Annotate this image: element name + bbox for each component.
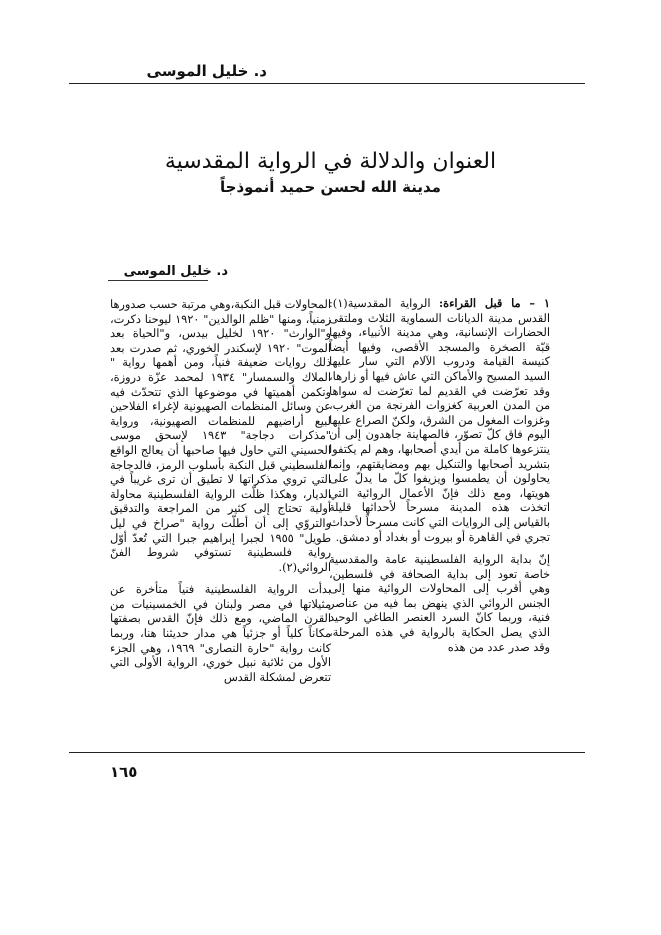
header-rule	[69, 83, 585, 84]
left-paragraph-2: بدأت الرواية الفلسطينية فنياً متأخرة عن مثيلاتها في مصر ولبنان في الخمسينيات من القرن الماضي، ومع ذلك فإنّ القدس بصفتها مكاناً كلياً أو جزئياً هي مدار حديثنا هنا، وربما كانت رواية "حارة النصارى" ١٩٦٩، وهي الجزء الأول من ثلاثية نبيل خوري، الرواية الأولى التي تتعرض لمشكلة القدس	[110, 583, 332, 684]
article-subtitle: مدينة الله لحسن حميد أنموذجاً	[220, 178, 441, 196]
running-header-author: د. خليل الموسى	[146, 62, 267, 80]
author-underline	[108, 280, 208, 281]
right-paragraph-1-text: الرواية المقدسية(١): القدس مدينة الديانات السماوية الثلاث وملتقى الحضارات الإنسانية، وهي مدينة الأنبياء، وفيها قبّة الصخرة والمسجد الأقصى، وفيها أيضاً كنيسة القيامة ودروب الآلام التي سار عليها السيد المسيح والأماكن التي عاش فيها أو زارها، وقد تعرّضت في القديم لما تعرّضت له سواها من المدن العربية كغزوات الفرنجة من الغرب، وغزوات المغول من الشرق، ولكنّ الصراع عليها اليوم فاق كلّ تصوّر، فالصهاينة جاهدون إلى أن ينتزعوها كاملة من أيدي أصحابها، وهم لم يكتفوا بتشريد أصحابها والتنكيل بهم ومضايقتهم، وإنما يحاولون أن يطمسوا ويزيفوا كلّ ما يدلّ على هويتها، ومع ذلك فإنّ الأعمال الروائية التي اتخذت هذه المدينة مسرحاً لأحداثها قليلة بالقياس إلى الروايات التي كانت مسرحاً لأحداث تجري في القاهرة أو بيروت أو بغداد أو دمشق.	[329, 297, 550, 544]
page-number: ١٦٥	[110, 763, 138, 781]
article-title: العنوان والدلالة في الرواية المقدسية	[164, 149, 497, 174]
section-heading: ١ – ما قبل القراءة:	[439, 296, 550, 310]
right-paragraph-1	[329, 296, 550, 545]
article-author: د. خليل الموسى	[123, 264, 228, 279]
right-paragraph-2: إنّ بداية الرواية الفلسطينية عامة والمقدسية خاصة تعود إلى بداية الصحافة في فلسطين، وهي أقرب إلى المحاولات الروائية منها إلى الجنس الروائي الذي ينهض بما فيه من عناصر فنية، وربما كانّ السرد العنصر الطاغي الوحيد الذي يصل الحكاية بالرواية في هذه المرحلة، وقد صدر عدد من هذه	[329, 553, 550, 654]
left-column	[110, 298, 331, 685]
right-column	[329, 296, 550, 655]
footer-rule	[69, 752, 585, 753]
left-paragraph-1: المحاولات قبل النكبة،وهي مرتبة حسب صدورها زمنياً، ومنها "ظلم الوالدين" ١٩٢٠ ليوحنا دكرت، و"الوارث" ١٩٢٠ لخليل بيدس، و"الحياة بعد الموت" ١٩٢٠ لإسكندر الخوري، ثم صدرت بعد ذلك روايات ضعيفة فنياً، ومن أهمها رواية " الملاك والسمسار" ١٩٣٤ لمحمد عزّة دروزة، وتكمن أهميتها في موضوعها الذي تتحدّث فيه عن وسائل المنظمات الصهيونية لإغراء الفلاحين لبيع أراضيهم للمنظمات الصهيونية، ورواية "مذكرات دجاجة" ١٩٤٣ لإسحق موسى الحسيني التي حاول فيها صاحبها أن يعالج الواقع الفلسطيني قبل النكبة بأسلوب الرمز، فالدجاجة التي تروي مذكراتها لا تطيق أن ترى غريباً في الديار، وهكذا ظلّت الرواية الفلسطينية محاولة أولية تحتاج إلى كثير من المراجعة والتدقيق والتروّي إلى أن أطلّت رواية "صراخ في ليل طويل" ١٩٥٥ لجبرا إبراهيم جبرا التي تُعدّ أوّل رواية فلسطينية تستوفي شروط الفنّ الروائي(٢).	[110, 298, 332, 574]
